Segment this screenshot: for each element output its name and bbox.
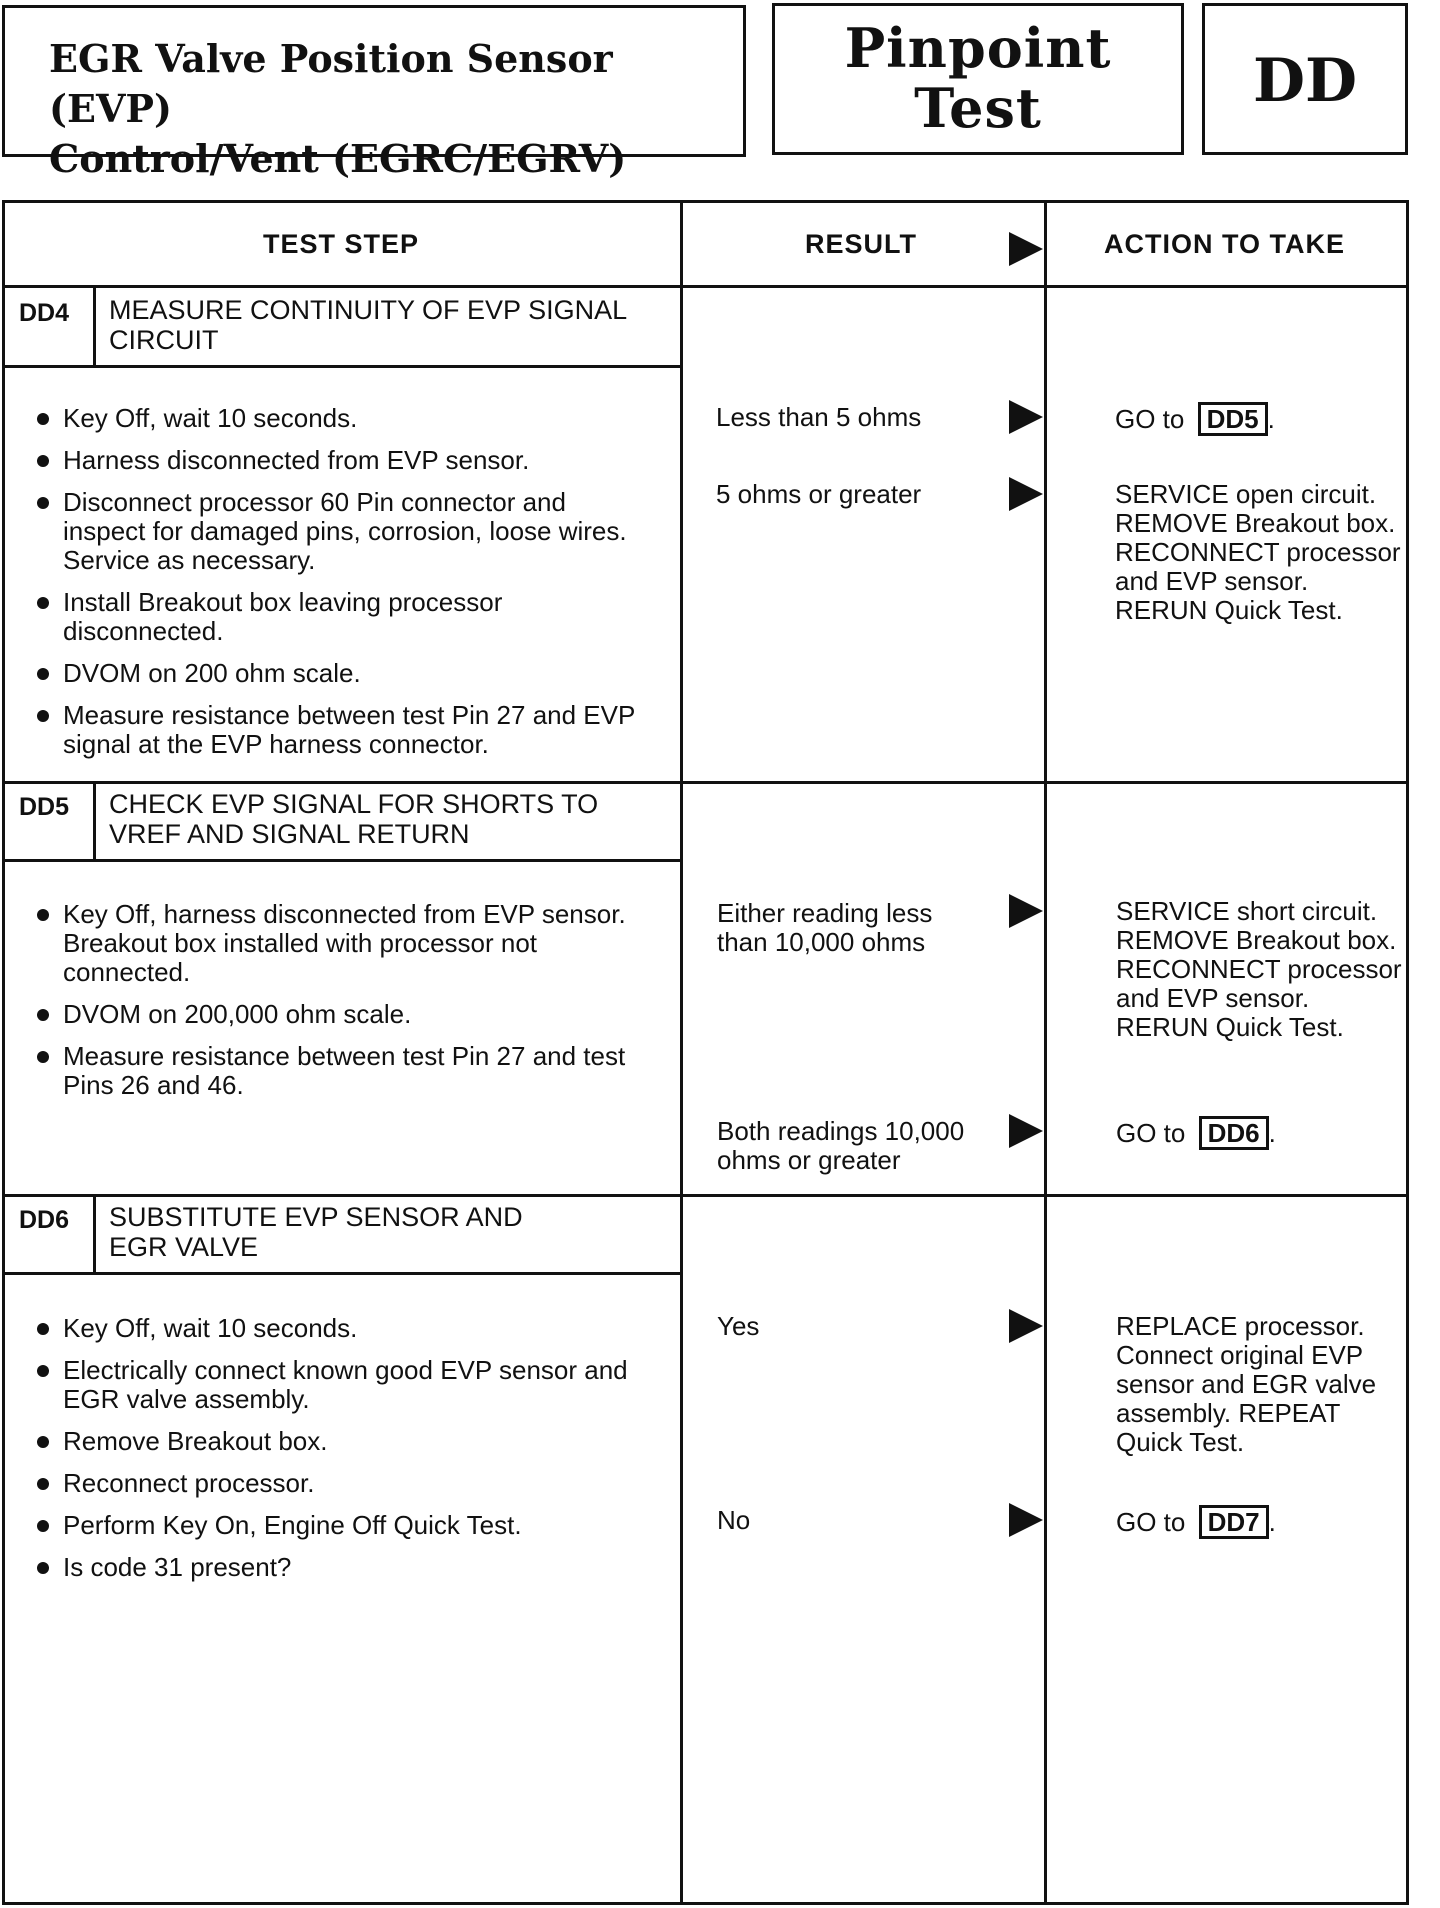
list-item: Install Breakout box leaving processor disconnected. [31, 588, 651, 646]
dd4-action-2: SERVICE open circuit. REMOVE Breakout box. RECONNECT processor and EVP sensor. RERUN Quick Test. [1115, 479, 1401, 625]
step-title-dd6-line-2: EGR VALVE [109, 1232, 259, 1262]
goto-label: GO to [1116, 1118, 1186, 1148]
column-header-action: ACTION TO TAKE [1104, 229, 1345, 259]
step-title-dd4-line-1: MEASURE CONTINUITY OF EVP SIGNAL [109, 295, 628, 325]
column-divider-2 [1044, 203, 1047, 1902]
dd6-id-divider [93, 1197, 96, 1273]
title-line-1: EGR Valve Position Sensor (EVP) [49, 36, 613, 131]
dd6-action-1: REPLACE processor. Connect original EVP sensor and EGR valve assembly. REPEAT Quick Test. [1116, 1311, 1377, 1457]
list-item: Perform Key On, Engine Off Quick Test. [31, 1511, 651, 1540]
dd5-title-underline [5, 859, 681, 862]
column-divider-1 [680, 203, 683, 1902]
dd5-action-2 [1116, 1116, 1406, 1150]
step-title-dd5 [109, 789, 598, 849]
step-id-dd4: DD4 [19, 299, 70, 327]
list-item: Disconnect processor 60 Pin connector and inspect for damaged pins, corrosion, loose wires. Service as necessary. [31, 488, 651, 575]
dd6-instructions [31, 1314, 651, 1595]
list-item: Reconnect processor. [31, 1469, 651, 1498]
dd6-action-2 [1116, 1505, 1406, 1539]
goto-suffix: . [1267, 404, 1275, 434]
dd4-result-2-arrow-icon [1009, 477, 1043, 511]
title-line-2: Control/Vent (EGRC/EGRV) [49, 136, 627, 181]
pinpoint-test-box [772, 3, 1184, 155]
goto-suffix: . [1268, 1507, 1276, 1537]
list-item: Remove Breakout box. [31, 1427, 651, 1456]
dd4-result-1: Less than 5 ohms [716, 402, 922, 432]
list-item: Harness disconnected from EVP sensor. [31, 446, 651, 475]
list-item: Measure resistance between test Pin 27 and EVP signal at the EVP harness connector. [31, 701, 651, 759]
dd6-result-1-arrow-icon [1009, 1309, 1043, 1343]
step-title-dd5-line-1: CHECK EVP SIGNAL FOR SHORTS TO [109, 789, 599, 819]
row-divider-dd4-dd5 [5, 781, 1406, 784]
step-title-dd6 [109, 1202, 523, 1262]
dd5-id-divider [93, 784, 96, 860]
test-code: DD [1252, 46, 1358, 116]
dd4-result-2: 5 ohms or greater [716, 479, 922, 509]
list-item: DVOM on 200 ohm scale. [31, 659, 651, 688]
step-id-dd5: DD5 [19, 793, 70, 821]
title-box [2, 5, 746, 181]
step-id-dd6: DD6 [19, 1206, 70, 1234]
dd4-id-divider [93, 288, 96, 366]
step-title-dd5-line-2: VREF AND SIGNAL RETURN [109, 819, 470, 849]
list-item: Key Off, wait 10 seconds. [31, 1314, 651, 1343]
list-item: DVOM on 200,000 ohm scale. [31, 1000, 651, 1029]
column-header-test-step: TEST STEP [263, 229, 420, 259]
pinpoint-line-1: Pinpoint [844, 16, 1112, 80]
goto-label: GO to [1116, 1507, 1186, 1537]
step-title-dd4 [109, 295, 627, 355]
step-title-dd4-line-2: CIRCUIT [109, 325, 219, 355]
result-arrow-icon [1009, 232, 1043, 266]
goto-suffix: . [1268, 1118, 1276, 1148]
list-item: Key Off, wait 10 seconds. [31, 404, 651, 433]
goto-dd5-link[interactable]: DD5 [1198, 402, 1268, 436]
goto-dd6-link[interactable]: DD6 [1199, 1116, 1269, 1150]
dd6-result-2: No [717, 1505, 751, 1535]
header-row-divider [5, 285, 1406, 288]
dd6-result-2-arrow-icon [1009, 1503, 1043, 1537]
pinpoint-table [2, 200, 1409, 1905]
step-title-dd6-line-1: SUBSTITUTE EVP SENSOR AND [109, 1202, 523, 1232]
test-code-box [1202, 3, 1408, 155]
dd5-result-2-arrow-icon [1009, 1114, 1043, 1148]
dd6-title-underline [5, 1272, 681, 1275]
row-divider-dd5-dd6 [5, 1194, 1406, 1197]
dd5-action-1: SERVICE short circuit. REMOVE Breakout box. RECONNECT processor and EVP sensor. RERUN Quick Test. [1116, 896, 1402, 1042]
dd5-result-1-arrow-icon [1009, 894, 1043, 928]
pinpoint-line-2: Test [914, 76, 1042, 140]
list-item: Measure resistance between test Pin 27 and test Pins 26 and 46. [31, 1042, 651, 1100]
list-item: Electrically connect known good EVP sensor and EGR valve assembly. [31, 1356, 651, 1414]
dd4-instructions [31, 404, 651, 772]
list-item: Key Off, harness disconnected from EVP sensor. Breakout box installed with processor not connected. [31, 900, 651, 987]
goto-dd7-link[interactable]: DD7 [1199, 1505, 1269, 1539]
goto-label: GO to [1115, 404, 1185, 434]
dd5-result-2: Both readings 10,000 ohms or greater [717, 1116, 965, 1175]
dd4-action-1 [1115, 402, 1405, 436]
dd5-result-1: Either reading less than 10,000 ohms [717, 898, 933, 957]
dd5-instructions [31, 900, 651, 1113]
list-item: Is code 31 present? [31, 1553, 651, 1582]
dd4-title-underline [5, 365, 681, 368]
column-header-result: RESULT [805, 229, 917, 259]
dd6-result-1: Yes [717, 1311, 760, 1341]
dd4-result-1-arrow-icon [1009, 400, 1043, 434]
